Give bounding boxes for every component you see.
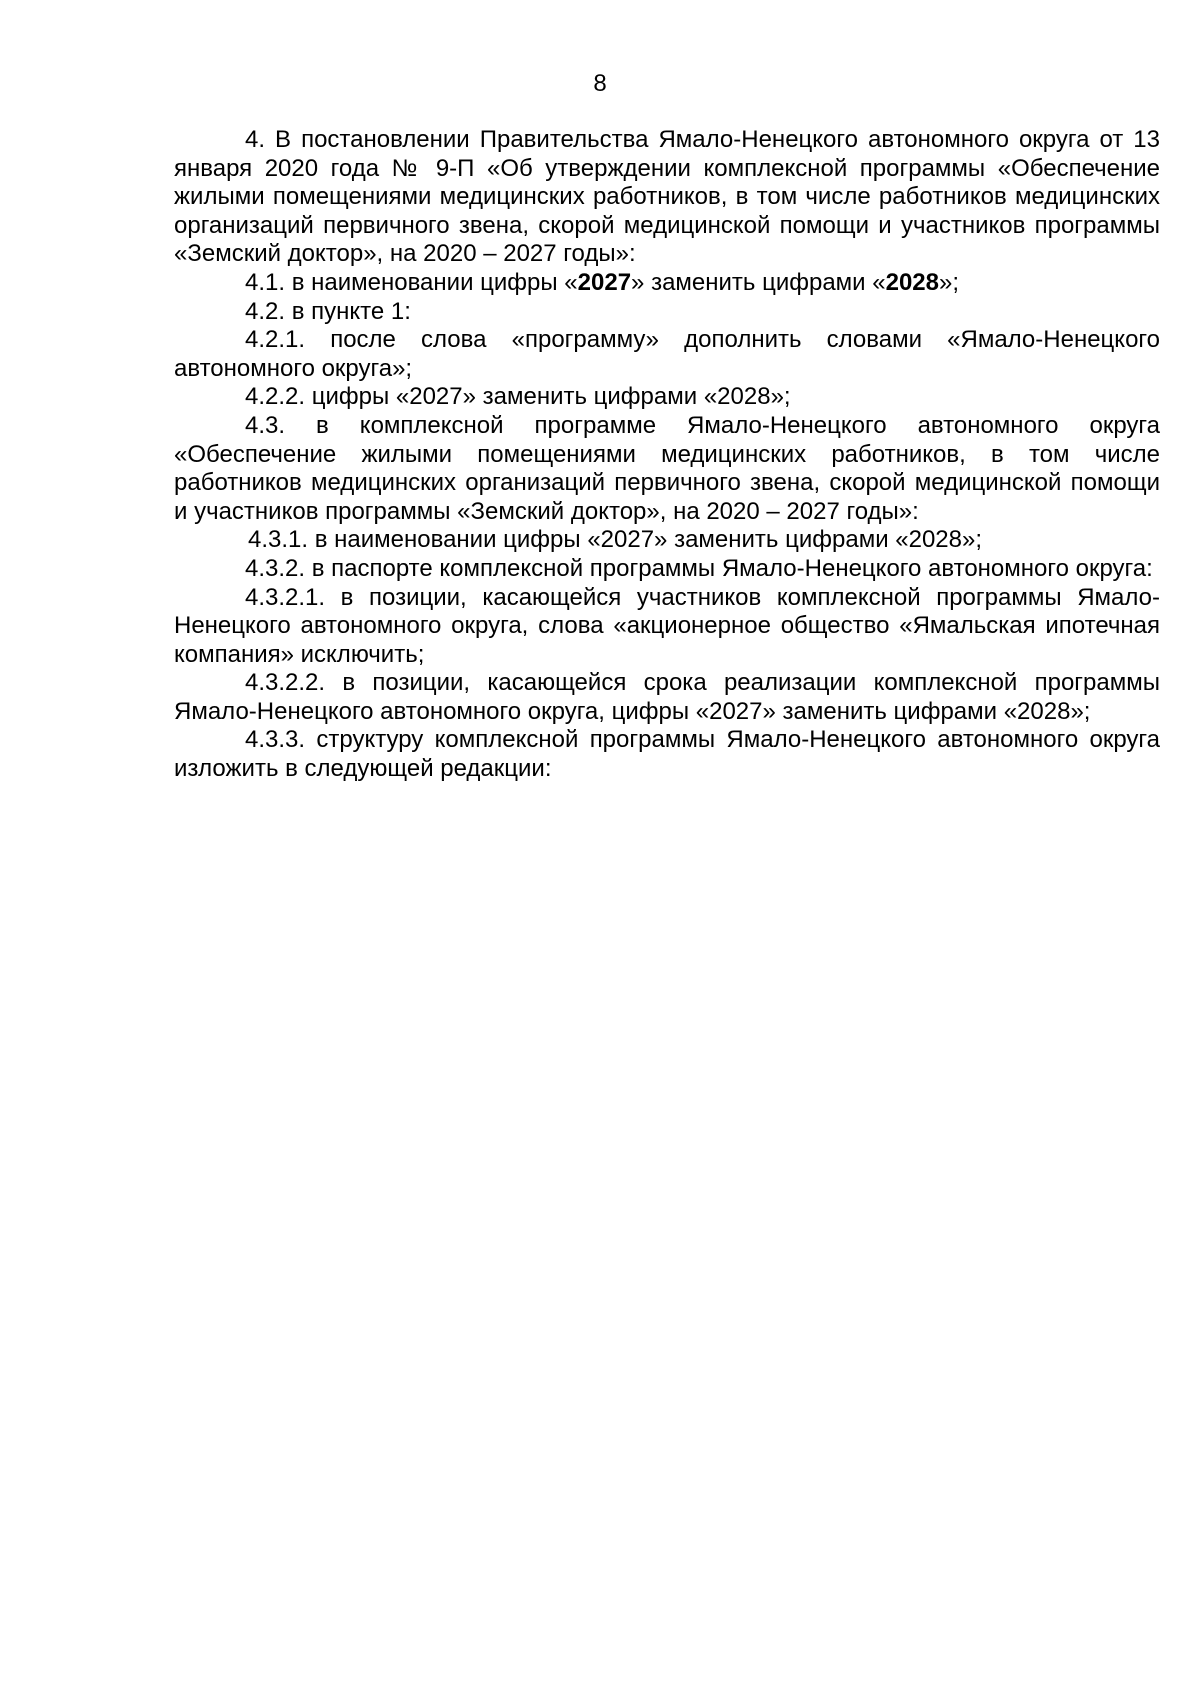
paragraph-4-3-1: 4.3.1. в наименовании цифры «2027» заменить цифрами «2028»; xyxy=(248,526,983,554)
paragraph-4-3-3: 4.3.3. структуру комплексной программы Ямало-Ненецкого автономного округа изложить в следующей редакции: xyxy=(174,726,1160,783)
paragraph-4-1-text-b: » заменить цифрами « xyxy=(631,268,886,296)
paragraph-4-1 xyxy=(174,269,1160,298)
paragraph-4-3-2: 4.3.2. в паспорте комплексной программы Ямало-Ненецкого автономного округа: xyxy=(245,554,1153,582)
paragraph-4-2-1: 4.2.1. после слова «программу» дополнить словами «Ямало-Ненецкого автономного округа»; xyxy=(174,326,1160,382)
page-number: 8 xyxy=(593,70,607,97)
paragraph-4-2: 4.2. в пункте 1: xyxy=(245,297,411,325)
paragraph-4-3-2-1: 4.3.2.1. в позиции, касающейся участников комплексной программы Ямало-Ненецкого автономного округа, слова «акционерное общество «Ямальская ипотечная компания» исключить; xyxy=(174,583,1160,668)
paragraph-4-3-2-2: 4.3.2.2. в позиции, касающейся срока реализации комплексной программы Ямало-Ненецкого автономного округа, цифры «2027» заменить цифрами «2028»; xyxy=(174,669,1160,725)
paragraph-4-1-text-a: 4.1. в наименовании цифры « xyxy=(245,268,578,296)
year-old-bold: 2027 xyxy=(577,268,632,296)
paragraph-4: 4. В постановлении Правительства Ямало-Ненецкого автономного округа от 13 января 2020 года № 9-П «Об утверждении комплексной программы «Обеспечение жилыми помещениями медицинских работников, в том числе работников медицинских организаций первичного звена, скорой медицинской помощи и участников программы «Земский доктор», на 2020 – 2027 годы»: xyxy=(174,126,1160,268)
paragraph-4-3: 4.3. в комплексной программе Ямало-Ненецкого автономного округа «Обеспечение жилыми помещениями медицинских работников, в том числе работников медицинских организаций первичного звена, скорой медицинской помощи и участников программы «Земский доктор», на 2020 – 2027 годы»: xyxy=(174,411,1160,525)
paragraph-4-2-2: 4.2.2. цифры «2027» заменить цифрами «2028»; xyxy=(245,383,791,411)
paragraph-4-1-text-c: »; xyxy=(939,268,960,296)
year-new-bold: 2028 xyxy=(885,268,939,296)
document-body xyxy=(174,126,1160,784)
